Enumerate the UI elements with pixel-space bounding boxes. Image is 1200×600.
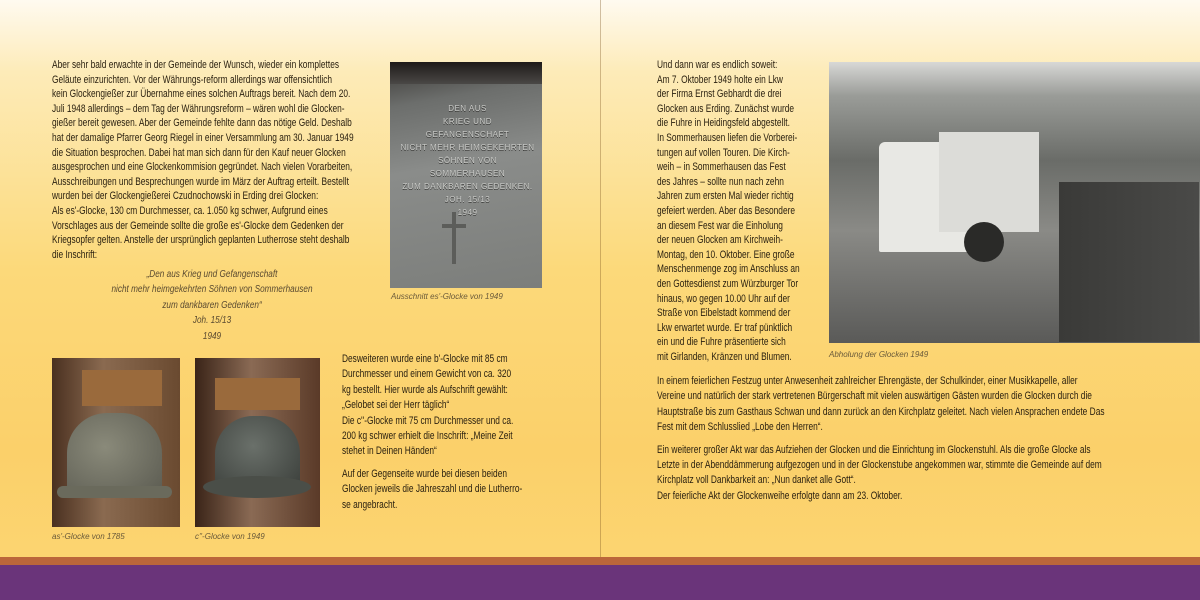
text-line: die Situation besprochen. Dabei hat man sich dann für den Kauf neuer Glocken — [52, 146, 346, 159]
text-line: In einem feierlichen Festzug unter Anwesenheit zahlreicher Ehrengäste, der Schulkinder, einer Musikkapelle, aller — [657, 375, 1078, 387]
bell-inscription-quote — [52, 267, 372, 344]
text-line: Montag, den 10. Oktober. Eine große — [657, 248, 795, 261]
text-line: ZUM DANKBAREN GEDENKEN. — [402, 182, 533, 191]
footer-band-purple — [0, 565, 1200, 600]
text-line: Der feierliche Akt der Glockenweihe erfolgte dann am 23. Oktober. — [657, 489, 903, 502]
text-line: die Inschrift: — [52, 248, 98, 261]
text-line: tungen auf vollen Touren. Die Kirch- — [657, 146, 790, 159]
text-line: se angebracht. — [342, 498, 398, 511]
festival-text — [657, 374, 1105, 504]
paragraph-gap — [342, 460, 522, 467]
inscription-caption: Ausschnitt es'-Glocke von 1949 — [391, 292, 503, 301]
text-line: SÖHNEN VON SOMMERHAUSEN — [429, 156, 506, 178]
bell-description-text — [342, 352, 522, 513]
text-line: Desweiteren wurde eine b'-Glocke mit 85 cm — [342, 353, 508, 365]
text-line: Ein weiterer großer Akt war das Aufziehen der Glocken und die Einrichtung im Glockenstuhl. Als die große Glocke als — [657, 443, 1091, 456]
text-line: gefeiert werden. Aber das Besondere — [657, 204, 796, 217]
text-line: Vorschlages aus der Gemeinde sollte die große es'-Glocke dem Gedenken der — [52, 219, 344, 232]
paragraph-gap — [657, 436, 1105, 443]
page-fold — [600, 0, 601, 600]
text-line: „Gelobet sei der Herr täglich“ — [342, 399, 450, 412]
text-line: In Sommerhausen liefen die Vorberei- — [657, 131, 798, 144]
text-line: hinaus, wo gegen 10.00 Uhr auf der — [657, 292, 790, 305]
text-line: kein Glockengießer zur Übernahme eines solchen Auftrags bereit. Nach dem 20. — [52, 88, 351, 101]
text-line: stehet in Deinen Händen“ — [342, 445, 437, 458]
footer-band-orange — [0, 557, 1200, 565]
text-line: der Firma Ernst Gebhardt die drei — [657, 88, 782, 101]
text-line: 1949 — [457, 208, 478, 217]
text-line: mit Girlanden, Kränzen und Blumen. — [657, 350, 792, 363]
text-line: JOH. 15/13 — [444, 195, 491, 204]
text-line: „Den aus Krieg und Gefangenschaft — [146, 269, 278, 280]
text-line: Glocken aus Erding. Zunächst wurde — [657, 102, 795, 115]
text-line: Menschenmenge zog im Anschluss an — [657, 263, 800, 276]
text-line: des Jahres – sollte nun nach zehn — [657, 175, 784, 188]
text-line: Auf der Gegenseite wurde bei diesen beiden — [342, 467, 508, 480]
text-line: Lkw erwartet wurde. Er traf pünktlich — [657, 321, 793, 334]
text-line: den Gottesdienst zum Würzburger Tor — [657, 277, 799, 290]
text-line: gießer bereit gewesen. Aber der Gemeinde fehlte dann das nötige Geld. Deshalb — [52, 117, 352, 130]
text-line: Kirchplatz voll Dankbarkeit an: „Nun danket alle Gott“. — [657, 474, 856, 487]
text-line: hat der damalige Pfarrer Georg Riegel in einer Versammlung am 30. Januar 1949 — [52, 131, 354, 144]
text-line: an diesem Fest war die Einholung — [657, 219, 783, 232]
left-page — [0, 0, 600, 557]
text-line: Glocken jeweils die Jahreszahl und die Lutherro- — [342, 483, 523, 496]
intro-text — [52, 58, 354, 262]
text-line: ein und die Fuhre präsentierte sich — [657, 336, 786, 349]
bell-photo-1785 — [52, 358, 180, 527]
text-line: NICHT MEHR HEIMGEKEHRTEN — [400, 143, 535, 152]
text-line: zum dankbaren Gedenken“ — [162, 299, 262, 311]
text-line: Juli 1948 allerdings – dem Tag der Währungsreform – wären wohl die Glocken- — [52, 102, 345, 115]
bell-photo-1949 — [195, 358, 320, 527]
text-line: Straße von Eibelstadt kommend der — [657, 307, 791, 320]
text-line: Die c''-Glocke mit 75 cm Durchmesser und ca. — [342, 414, 514, 427]
right-page — [600, 0, 1200, 557]
text-line: Letzte in der Abenddämmerung aufgezogen und in der Glockenstube angekommen war, stimmte die Gemeinde auf dem — [657, 458, 1102, 471]
text-line: Als es'-Glocke, 130 cm Durchmesser, ca. 1.050 kg schwer, Aufgrund eines — [52, 204, 328, 217]
text-line: Jahren zum ersten Mal wieder richtig — [657, 190, 794, 203]
text-line: Fest mit dem Schlusslied „Lobe den Herren“. — [657, 421, 823, 434]
text-line: wurden bei der Glockengießerei Czudnochowski in Erding drei Glocken: — [52, 190, 319, 203]
text-line: Durchmesser und einem Gewicht von ca. 320 — [342, 368, 512, 381]
truck-procession-photo — [829, 62, 1200, 343]
text-line: 1949 — [202, 330, 222, 342]
text-line: Vereine und natürlich der stark vertretenen Bürgerschaft mit vielen auswärtigen Gästen wurden die Glocken durch die — [657, 390, 1092, 403]
delivery-column-text — [657, 58, 800, 364]
text-line: DEN AUS — [448, 104, 487, 113]
bell1-caption: as'-Glocke von 1785 — [52, 532, 125, 541]
text-line: Geläute einzurichten. Vor der Währungs-reform allerdings war offensichtlich — [52, 73, 333, 86]
text-line: kg bestellt. Hier wurde als Aufschrift gewählt: — [342, 383, 508, 396]
text-line: 200 kg schwer erhielt die Inschrift: „Meine Zeit — [342, 429, 513, 442]
text-line: Aber sehr bald erwachte in der Gemeinde der Wunsch, wieder ein komplettes — [52, 59, 340, 71]
text-line: weih – in Sommerhausen das Fest — [657, 161, 786, 174]
text-line: Joh. 15/13 — [192, 315, 232, 327]
text-line: Kriegsopfer gelten. Anstelle der ursprünglich geplanten Lutherrose steht deshalb — [52, 234, 350, 247]
inscription-photo — [390, 62, 542, 288]
text-line: nicht mehr heimgekehrten Söhnen von Sommerhausen — [111, 284, 313, 296]
text-line: KRIEG UND GEFANGENSCHAFT — [425, 117, 510, 139]
text-line: Und dann war es endlich soweit: — [657, 59, 778, 71]
text-line: Ausschreibungen und Besprechungen wurde im März der Auftrag erteilt. Bestellt — [52, 175, 349, 188]
bell2-caption: c''-Glocke von 1949 — [195, 532, 265, 541]
text-line: der neuen Glocken am Kirchweih- — [657, 234, 783, 247]
text-line: Hauptstraße bis zum Gasthaus Schwan und dann zurück an den Kirchplatz geleitet. Nach vielen Ansprachen endete Das — [657, 405, 1105, 418]
text-line: ausgesprochen und eine Glockenkommision gegründet. Nach vielen Vorarbeiten, — [52, 161, 353, 174]
text-line: die Fuhre in Heidingsfeld abgestellt. — [657, 117, 790, 130]
cross-icon — [452, 212, 456, 264]
text-line: Am 7. Oktober 1949 holte ein Lkw — [657, 73, 783, 86]
truck-photo-caption: Abholung der Glocken 1949 — [829, 350, 929, 359]
